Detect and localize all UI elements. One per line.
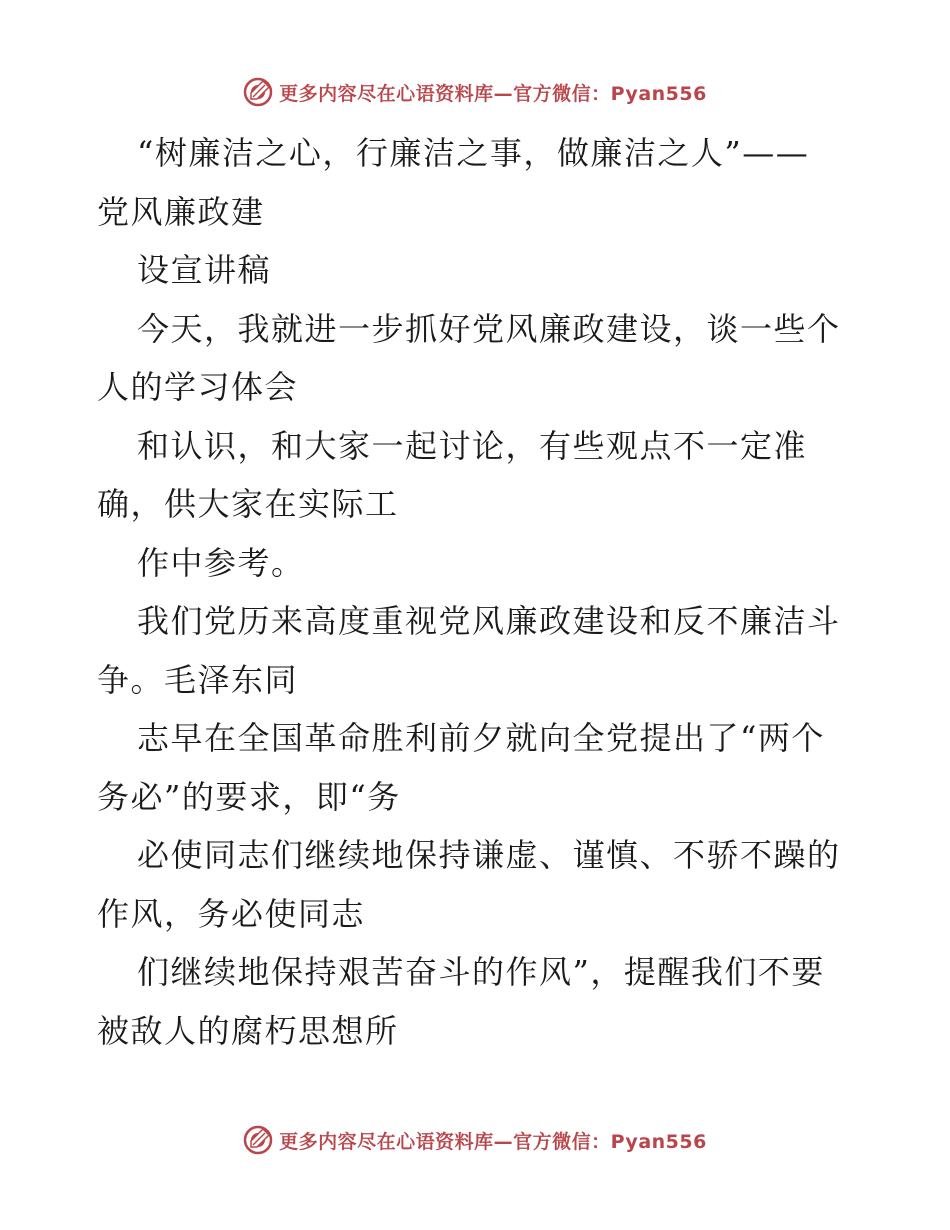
header-watermark (0, 72, 950, 112)
document-body (97, 124, 857, 1060)
text-line: 我们党历来高度重视党风廉政建设和反不廉洁斗 (137, 602, 841, 640)
text-line: 人的学习体会 (97, 368, 299, 406)
text-line: 务必”的要求，即“务 (97, 777, 401, 816)
pen-seal-icon (243, 77, 273, 107)
text-line: 争。毛泽东同 (97, 660, 299, 699)
text-line: 确，供大家在实际工 (97, 485, 399, 523)
text-line: 作中参考。 (137, 543, 305, 582)
watermark-text: 更多内容尽在心语资料库—官方微信：Pyan556 (279, 1130, 707, 1153)
footer-watermark (0, 1120, 950, 1160)
pen-seal-icon (243, 1125, 273, 1155)
text-line: 被敌人的腐朽思想所 (97, 1011, 399, 1050)
text-line: 党风廉政建 (97, 192, 265, 231)
text-line: 今天，我就进一步抓好党风廉政建设，谈一些个 (137, 309, 841, 348)
text-line: “树廉洁之心，行廉洁之事，做廉洁之人”—— (137, 134, 810, 172)
text-line: 和认识，和大家一起讨论，有些观点不一定准 (137, 426, 808, 465)
text-line: 必使同志们继续地保持谦虚、谨慎、不骄不躁的 (137, 836, 841, 874)
text-line: 设宣讲稿 (137, 251, 272, 289)
watermark-text: 更多内容尽在心语资料库—官方微信：Pyan556 (279, 82, 707, 105)
text-line: 们继续地保持艰苦奋斗的作风”，提醒我们不要 (137, 953, 825, 991)
text-line: 志早在全国革命胜利前夕就向全党提出了“两个 (137, 719, 825, 757)
text-line: 作风，务必使同志 (97, 894, 366, 933)
